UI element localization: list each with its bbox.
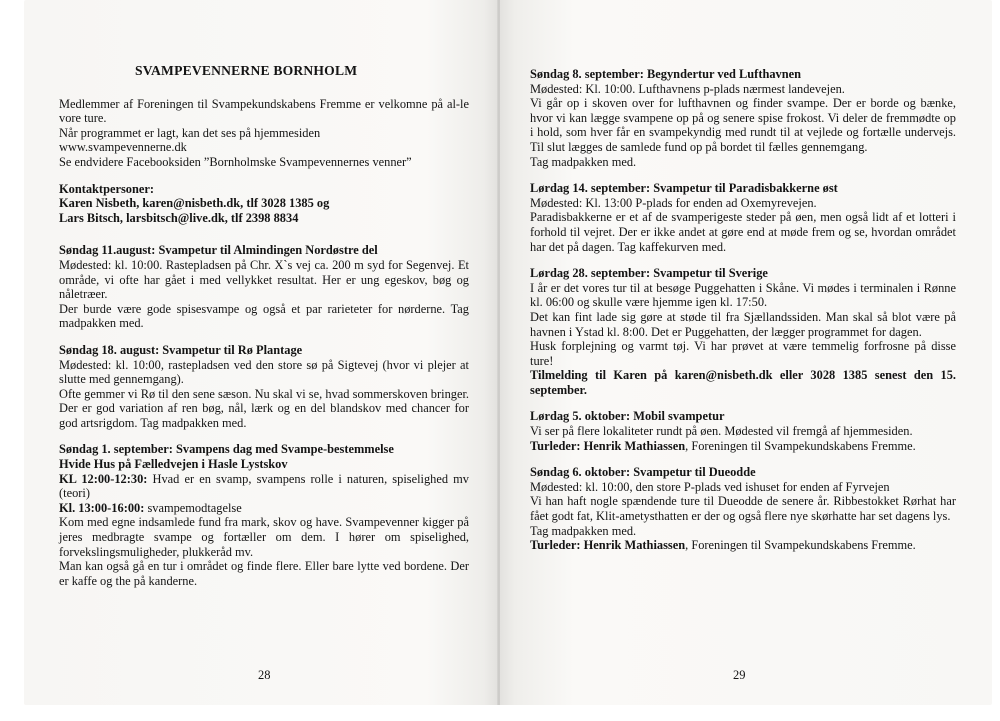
event-body: Ofte gemmer vi Rø til den sene sæson. Nu skal vi se, hvad sommerskoven bringer. Der er god variation af ren bøg, nål, lærk og en del blandskov med chancer for god artsrigdom. Tag madpakken med. — [59, 386, 469, 430]
event-body: Tag madpakken med. — [530, 154, 637, 169]
right-page — [500, 0, 992, 705]
event-body: Paradisbakkerne er et af de svamperigeste steder på øen, men også lidt af et lotteri i forhold til vejret. Der er ikke andet at gøre end at møde frem og se, hvordan området har det på dagen. Tag kaffekurven med. — [530, 210, 956, 254]
event-heading: Lørdag 14. september: Svampetur til Paradisbakkerne øst — [530, 181, 838, 196]
event-heading: Søndag 8. september: Begyndertur ved Lufthavnen — [530, 67, 802, 81]
intro-line: www.svampevennerne.dk — [59, 140, 187, 155]
event-body: Mødested: kl. 10:00, den store P-plads ved ishuset for enden af Fyrvejen — [530, 479, 890, 494]
event-body: I år er det vores tur til at besøge Puggehatten i Skåne. Vi mødes i terminalen i Rønne kl. 06:00 og skulle være hjemme igen kl. 17:50. — [530, 280, 956, 310]
event-body: Vi ser på flere lokaliteter rundt på øen. Mødested vil fremgå af hjemmesiden. — [530, 424, 913, 439]
event-heading: Søndag 18. august: Svampetur til Rø Plantage — [59, 342, 303, 357]
contacts-heading: Kontaktpersoner: — [59, 181, 154, 196]
signup-note: Tilmelding til Karen på karen@nisbeth.dk eller 3028 1385 senest den 15. september. — [530, 368, 956, 397]
tour-leader — [530, 439, 956, 454]
tour-leader — [530, 538, 956, 553]
event-body: Vi han haft nogle spændende ture til Dueodde de senere år. Ribbestokket Rørhat har fået godt fat, Klit-ametysthatten er der og også flere nye skørhatte har set dagens lys. — [530, 494, 956, 524]
page-title: SVAMPEVENNERNE BORNHOLM — [135, 63, 358, 78]
contact-line: Karen Nisbeth, karen@nisbeth.dk, tlf 3028 1385 og — [59, 196, 330, 211]
event-body: Man kan også gå en tur i området og finde flere. Eller bare lytte ved bordene. Der er kaffe og the på kanderne. — [59, 559, 469, 588]
tour-leader-org: , Foreningen til Svampekundskabens Fremme. — [685, 538, 916, 553]
intro-line: Medlemmer af Foreningen til Svampekundskabens Fremme er velkomne på al-le vore ture. — [59, 96, 469, 126]
slot-text: svampemodtagelse — [144, 500, 242, 515]
intro-line: Når programmet er lagt, kan det ses på hjemmesiden — [59, 125, 321, 140]
event-body: Mødested: Kl. 10:00. Lufthavnens p-plads nærmest landevejen. — [530, 81, 845, 96]
event-heading: Søndag 1. september: Svampens dag med Svampe-bestemmelse — [59, 442, 394, 457]
left-page-content — [59, 64, 469, 588]
event-heading: Søndag 11.august: Svampetur til Almindingen Nordøstre del — [59, 243, 378, 258]
tour-leader-label: Turleder: Henrik Mathiassen — [530, 538, 686, 553]
slot-time: KL 12:00-12:30: — [59, 471, 148, 486]
page-number: 29 — [733, 668, 746, 682]
event-body: Mødested: kl. 10:00. Rastepladsen på Chr. X`s vej ca. 200 m syd for Segenvej. Et område, vi ofte har gået i med vellykket resultat. Her er ung egeskov, bøg og nåletræer. — [59, 257, 469, 302]
tour-leader-org: , Foreningen til Svampekundskabens Fremme. — [685, 438, 916, 453]
event-heading: Lørdag 5. oktober: Mobil svampetur — [530, 409, 725, 424]
event-body: Der burde være gode spisesvampe og også et par rarieteter for nørderne. Tag madpakken med. — [59, 301, 469, 331]
right-page-content — [530, 67, 956, 553]
event-body: Vi går op i skoven over for lufthavnen og finder svampe. Der er borde og bænke, hvor vi kan lægge svampene op på og senere spise frokost. Vi deler de fremmødte op i hold, som hver får en svampekyndig med rundt til at vejlede og fortælle undervejs. Til slut lægges de samlede fund op på bordet til fælles gennemgang. — [530, 96, 956, 154]
left-page — [24, 0, 498, 705]
event-body: Kom med egne indsamlede fund fra mark, skov og have. Svampevenner kigger på jeres medbragte svampe og fortæller om dem. I hører om spiselighed, forvekslingsmuligheder, plukkeråd mv. — [59, 515, 469, 559]
event-body: Det kan fint lade sig gøre at støde til fra Sjællandssiden. Man skal så blot være på havnen i Ystad kl. 8:00. Det er Puggehatten, der lægger programmet for dagen. — [530, 309, 956, 339]
event-body: Mødested: kl. 10:00, rastepladsen ved den store sø på Sigtevej (hvor vi plejer at slutte med gennemgang). — [59, 357, 469, 387]
slot-time: Kl. 13:00-16:00: — [59, 500, 145, 515]
event-slot — [59, 501, 469, 516]
event-body: Husk forplejning og varmt tøj. Vi har prøvet at være temmelig forfrosne på disse ture! — [530, 339, 956, 368]
event-venue: Hvide Hus på Fælledvejen i Hasle Lystskov — [59, 457, 288, 472]
event-body: Mødested: Kl. 13:00 P-plads for enden ad Oxemyrevejen. — [530, 195, 817, 210]
event-slot — [59, 472, 469, 501]
event-heading: Søndag 6. oktober: Svampetur til Dueodde — [530, 465, 756, 480]
event-heading: Lørdag 28. september: Svampetur til Sverige — [530, 266, 768, 281]
tour-leader-label: Turleder: Henrik Mathiassen — [530, 438, 686, 453]
page-number: 28 — [258, 668, 271, 682]
event-body: Tag madpakken med. — [530, 523, 637, 538]
contact-line: Lars Bitsch, larsbitsch@live.dk, tlf 2398 8834 — [59, 210, 299, 225]
slot-text: Hvad er en svamp, svampens rolle i naturen, spiselighed mv (teori) — [59, 471, 469, 501]
intro-line: Se endvidere Facebooksiden ”Bornholmske Svampevennernes venner” — [59, 154, 412, 169]
